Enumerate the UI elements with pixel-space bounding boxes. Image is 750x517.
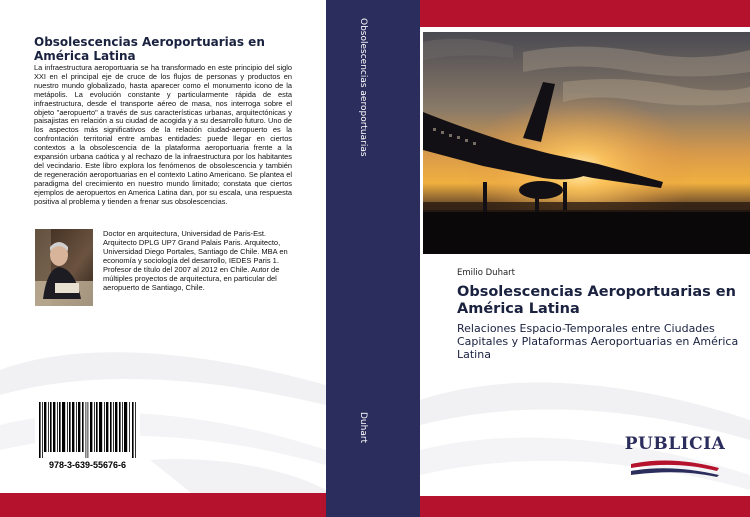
front-top-bar: [420, 0, 750, 27]
back-title: Obsolescencias Aeroportuarias en América Latina: [34, 35, 265, 63]
front-author: Emilio Duhart: [457, 268, 515, 278]
isbn-number: 978-3-639-55676-6: [48, 460, 127, 470]
back-bottom-bar: [0, 493, 326, 517]
front-bottom-bar: [420, 496, 750, 517]
back-blurb: La infraestructura aeroportuaria se ha transformado en este principio del siglo XXI en el principal eje de cruce de los flujos de personas y productos en nuestro mundo globalizado, hasta aparecer como el monumento icono de la metápolis. La evolución constante y particularmente rápida de esta infraestructura, desde el transporte aéreo de masa, nos interroga sobre el objeto "aeropuerto" a través de sus características urbanas, arquitectónicas y paisajistas en relación a su ciudad de acogida y a su desarrollo futuro. Uno de los aspectos más significativos de la relación ciudad-aeropuerto es la confrontación territorial entre ambas entidades: puede llegar en ciertos contextos a la obsolescencia de la plataforma aeroportuaria frente a la expansión urbana caótica y al rechazo de la infraestructura por los habitantes del vecindario. Este libro explora los fenómenos de obsolescencia y también de regeneración aeroportuarias en el contexto Latino Americano. Se plantea el paradigma del crecimiento en nuestro mundo limitado; constata que ciertos ejemplos de aeropuertos en America Latina dan, por su escala, una respuesta positiva al problema y tienden a frenar sus obsolescencias.: [34, 63, 292, 206]
front-subtitle: Relaciones Espacio-Temporales entre Ciudades Capitales y Plataformas Aeroportuarias en América Latina: [457, 322, 739, 361]
front-title: Obsolescencias Aeroportuarias en América Latina: [457, 284, 736, 317]
author-photo: [35, 229, 93, 306]
spine: [326, 0, 420, 517]
publisher-swoosh-icon: [629, 456, 721, 478]
front-cover: [420, 0, 750, 517]
barcode: [35, 400, 140, 475]
spine-title: Obsolescencias aeroportuarias: [358, 18, 368, 157]
publicia-logo: [615, 432, 735, 482]
publisher-name: PUBLICIA: [624, 434, 726, 454]
back-cover: [0, 0, 326, 517]
spine-author: Duhart: [358, 412, 368, 444]
barcode-icon: [37, 402, 138, 458]
author-bio: Doctor en arquitectura, Universidad de Paris-Est. Arquitecto DPLG UP7 Grand Palais Paris. Arquitecto, Universidad Diego Portales, Santiago de Chile. MBA en economía y sociología del desarrollo, IEDES Paris 1. Profesor de título del 2007 al 2012 en Chile. Autor de múltiples proyectos de arquitectura, en particular del aeropuerto de Santiago, Chile.: [103, 229, 288, 292]
airplane-sunset-photo: [423, 32, 750, 254]
